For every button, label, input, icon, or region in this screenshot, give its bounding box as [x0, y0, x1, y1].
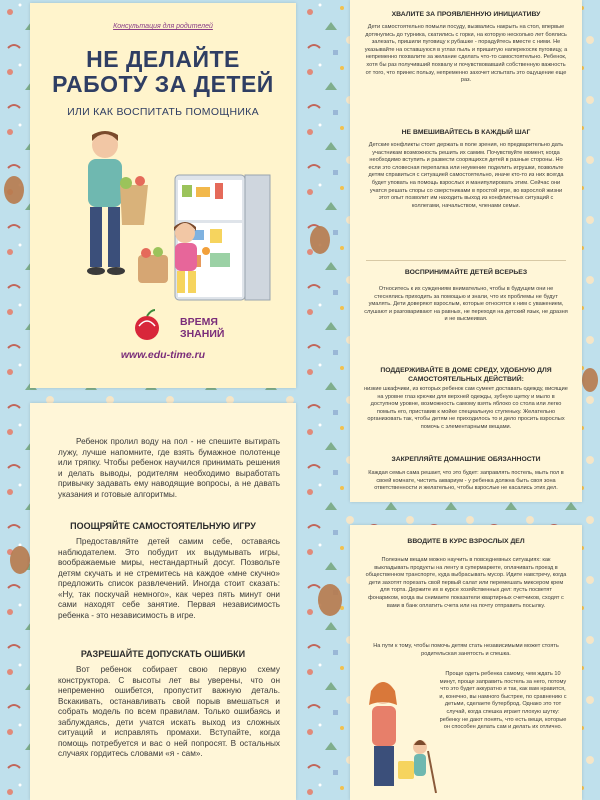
- brand-logo-text: [180, 316, 224, 340]
- family-fridge-illustration: [60, 125, 280, 305]
- right-bottom-card: [350, 525, 582, 800]
- section-text-adult-affairs: Полезным вещам можно научить в повседневных ситуациях: как выкладывать продукты на ленту в супермаркете, оплачивать проезд в общественном транспорте, куда выбрасывать мусор. Идите навстречу, когда дети захотят порезать свой первый салат или перемешать миксером крем для торта. Держите их в курсе хозяйственных дел: пусть посветят фонариком, когда вы снимаете показатели квартирных счетчиков, сходят с вами в банк оплатить счета или на почту отправить посылку.: [365, 557, 567, 609]
- section-text-busy: На пути к тому, чтобы помочь детям стать независимыми может стоять родительская занятость и спешка.: [373, 643, 559, 657]
- divider: [366, 260, 566, 261]
- logo-line-2: ЗНАНИЙ: [180, 328, 225, 340]
- section-text-duties: Каждая семья сама решает, что это будет: заправлять постель, мыть пол в своей комнате, чистить аквариум - у ребенка должна быть своя зона ответственности и желательно, чтобы взрослые не касались этих дел.: [368, 470, 564, 492]
- website-link[interactable]: www.edu-time.ru: [120, 349, 206, 361]
- right-top-card: [350, 0, 582, 502]
- section-heading-environment: ПОДДЕРЖИВАЙТЕ В ДОМЕ СРЕДУ, УДОБНУЮ ДЛЯ САМОСТОЯТЕЛЬНЫХ ДЕЙСТВИЙ:: [380, 367, 552, 383]
- cover-card: [30, 3, 296, 388]
- section-heading-adult-affairs: ВВОДИТЕ В КУРС ВЗРОСЛЫХ ДЕЛ: [407, 538, 525, 545]
- page-title: [30, 47, 296, 97]
- section-text-interfere: Детские конфликты стоит держать в поле зрения, но предварительно дать участникам возможность решить их самим. Почувствуйте момент, когда необходимо вступить и развести соорящихся детей в разные стороны. Но если это словесная перепалка или неумение поделить игрушки, позвольте детям справиться с ситуацией самостоятельно, иначе кто-то из них всегда будет уповать на помощь взрослых и манипулировать этим. Сейчас они учатся решать споры со сверстниками в простой игре, во взрослой жизни этот опыт позволит им находить выход из конфликтных ситуаций с коллегами, начальством, членами семьи.: [368, 142, 564, 209]
- section-heading-serious: ВОСПРИНИМАЙТЕ ДЕТЕЙ ВСЕРЬЕЗ: [404, 269, 528, 276]
- intro-card: [30, 403, 296, 800]
- section-heading-duties: ЗАКРЕПЛЯЙТЕ ДОМАШНИЕ ОБЯЗАННОСТИ: [391, 456, 541, 463]
- section-text-mistakes: Вот ребенок собирает свою первую схему конструктора. С высоты лет вы уверены, что он непременно ошибется, пропустит важную деталь. Вскакивать, останавливать свой порыв вмешаться и собрать модель по всем правилам. Только ошибаясь и заблуждаясь, дети учатся искать выход из сложных ситуаций и исправлять промахи. Вступайте, когда помощь потребуется и вас о ней попросят. В остальных случаях гордитесь словами «я - сам».: [58, 665, 280, 758]
- intro-paragraph: Ребенок пролил воду на пол - не спешите вытирать лужу, лучше напомните, где взять бумажное полотенце или тряпку. Чтобы ребенок научился принимать решения и делать выводы, родителям необходимо выработать привычку задавать ему наводящие вопросы, а не давать указания и готовые алгоритмы.: [58, 437, 280, 499]
- section-heading-praise: ХВАЛИТЕ ЗА ПРОЯВЛЕННУЮ ИНИЦИАТИВУ: [391, 11, 541, 18]
- section-text-play: Предоставляйте детей самим себе, оставаясь наблюдателем. Это побудит их выдумывать игры, воображаемые миры, нестандартный досуг. Позвольте детям скучать и не стремитесь на каждое «мне скучно» предложить список развлечений. Иногда стоит сказать: «Ну, так поскучай немного», как через пять минут они сами находят себе занятие. Первая независимость ребенка - это независимость в игре.: [58, 537, 280, 620]
- mother-child-cleaning-illustration: [358, 673, 438, 798]
- section-heading-mistakes: РАЗРЕШАЙТЕ ДОПУСКАТЬ ОШИБКИ: [80, 649, 246, 659]
- title-line-1: НЕ ДЕЛАЙТЕ: [86, 46, 240, 72]
- consultation-label: Консультация для родителей: [113, 23, 213, 30]
- title-line-2: РАБОТУ ЗА ДЕТЕЙ: [52, 71, 274, 97]
- page-subtitle: ИЛИ КАК ВОСПИТАТЬ ПОМОЩНИКА: [67, 106, 259, 118]
- logo-line-1: ВРЕМЯ: [180, 316, 218, 328]
- section-text-hurry: Проще одеть ребенка самому, чем ждать 10 минут, проще заправить постель за него, потому что это будет аккуратно и так, как вам нравится, и, конечно, вы намного быстрее, по сравнению с детьми, сделаете бутерброд. Однако это тот случай, когда спешка играет плохую шутку: ребенку не дают понять, что есть вещи, которые он способен делать сам и делать их отлично.: [439, 671, 567, 731]
- section-heading-play: ПООЩРЯЙТЕ САМОСТОЯТЕЛЬНУЮ ИГРУ: [70, 521, 256, 531]
- section-heading-interfere: НЕ ВМЕШИВАЙТЕСЬ В КАЖДЫЙ ШАГ: [401, 129, 531, 136]
- section-text-praise: Дети самостоятельно помыли посуду, вызвались накрыть на стол, впервые дотянулись до турника, скатились с горки, на которую несколько лет боялись залезать, пришили пуговицу к рубашке - порадуйтесь вместе с ними. Не указывайте на оставшуюся в углах пыль и пришитую наперекосяк пуговицу, а непременно похвалите за желание сделать что-то самостоятельно. Ребенок, хотя бы раз получивший похвалу и почувствовавший собственную важность от того, что принес пользу, непременно захочет испытать это ощущение еще раз.: [364, 24, 568, 84]
- section-text-environment: низкие шкафчики, из которых ребенок сам сумеет доставать одежду, висящие на уровне глаз крючки для верхней одежды, зубную щетку и мыло в доступном уровне, возможность самому взять яблоко со стола или легко помыть его, приставив к мойке специальную ступеньку. Желательно организовать так, чтобы детям не приходилось то и дело просить взрослых помочь с элементарными вещами.: [364, 386, 568, 430]
- section-text-serious: Относитесь к их суждениям внимательно, чтобы в будущем они не стеснялись приходить за помощью и знали, что их проблемы не будут умалять. Дети доверяют взрослым, которые относятся к ним с уважением, слушают и разговаривают на равных, не переходя на детский язык, не дразня и не высмеивая.: [364, 286, 568, 323]
